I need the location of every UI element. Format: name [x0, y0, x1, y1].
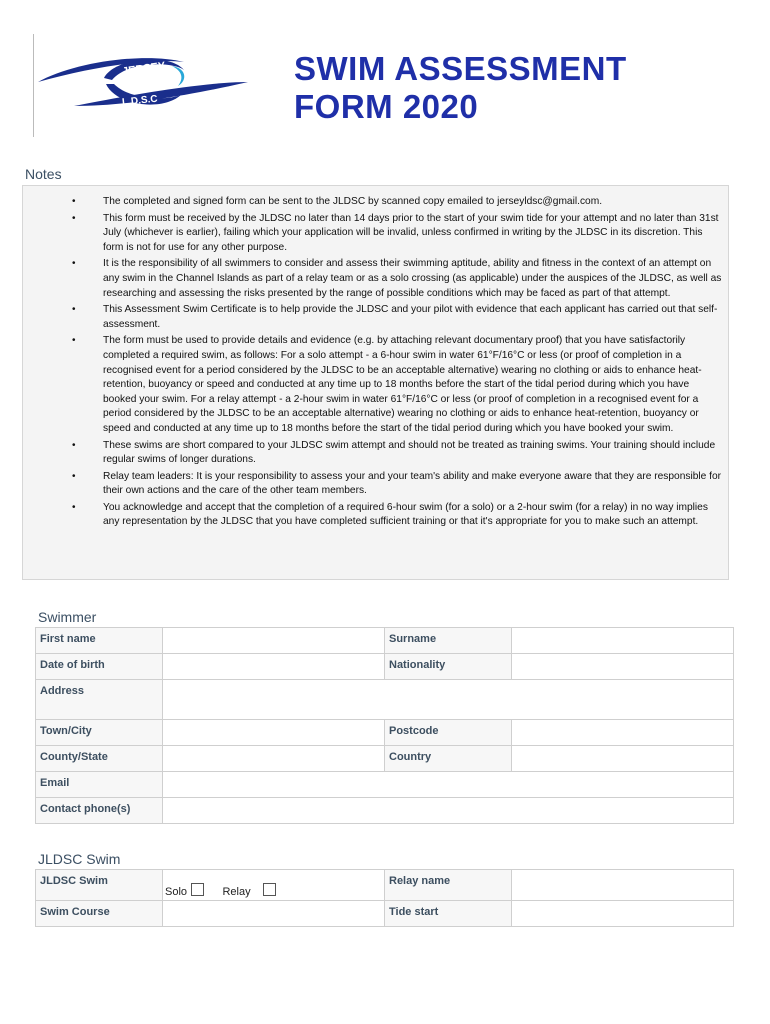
notes-item: • You acknowledge and accept that the completion of a required 6-hour swim (for a solo) or a 2-hour swim (for a relay) in no way implies any representation by the JLDSC that you have completed sufficient training or that it's appropriate for you to make such an attempt.: [72, 501, 708, 528]
logo-text-bottom: L.D.S.C: [121, 93, 159, 109]
title-line-2: FORM 2020: [294, 88, 479, 125]
notes-item: • It is the responsibility of all swimmers to consider and assess their swimming aptitude, ability and fitness in the context of an attempt on any swim in the Channel Islands as part of a relay team or as a solo crossing (as applicable) under the auspices of the JLDSC, as well as researching and assessing the risks presented by the range of possible conditions which may be faced as part of that attempt.: [72, 258, 722, 299]
solo-label: Solo: [165, 886, 188, 898]
notes-item: • The completed and signed form can be sent to the JLDSC by scanned copy emailed to jerseyldsc@gmail.com.: [72, 195, 722, 210]
first-name-field[interactable]: [163, 628, 385, 654]
notes-item: • Relay team leaders: It is your responsibility to assess your and your team's ability and make everyone aware that they are responsible for their own actions and the care of the other team members.: [72, 470, 722, 497]
title-line-1: SWIM ASSESSMENT: [294, 50, 627, 87]
notes-item: • These swims are short compared to your JLDSC swim attempt and should not be treated as training swims. Your training should include regular swims of longer durations.: [72, 439, 716, 466]
postcode-field[interactable]: [512, 720, 734, 746]
email-field[interactable]: [163, 772, 734, 798]
address-field[interactable]: [163, 680, 734, 720]
relay-name-field[interactable]: [512, 870, 734, 901]
county-label: County/State: [36, 746, 163, 772]
swim-course-field[interactable]: [163, 901, 385, 927]
swimmer-table: [35, 627, 734, 824]
country-field[interactable]: [512, 746, 734, 772]
bullet-icon: •: [72, 470, 76, 482]
jldsc-swim-label: JLDSC Swim: [36, 870, 163, 901]
postcode-label: Postcode: [385, 720, 512, 746]
first-name-label: First name: [36, 628, 163, 654]
bullet-icon: •: [72, 439, 76, 451]
logo-text-top: JERSEY: [121, 60, 167, 78]
town-field[interactable]: [163, 720, 385, 746]
bullet-icon: •: [72, 258, 76, 270]
phone-field[interactable]: [163, 798, 734, 824]
email-label: Email: [36, 772, 163, 798]
notes-item: • This Assessment Swim Certificate is to help provide the JLDSC and your pilot with evidence that each applicant has carried out that self-assessment.: [72, 304, 718, 330]
phone-label: Contact phone(s): [36, 798, 163, 824]
surname-label: Surname: [385, 628, 512, 654]
tide-start-label: Tide start: [385, 901, 512, 927]
bullet-icon: •: [72, 304, 76, 316]
page-title: [294, 50, 734, 126]
nationality-label: Nationality: [385, 654, 512, 680]
bullet-icon: •: [72, 501, 76, 513]
address-label: Address: [36, 680, 163, 720]
bullet-icon: •: [72, 196, 76, 207]
swim-type-field: [163, 870, 385, 901]
jldsc-swim-heading: JLDSC Swim: [38, 851, 121, 867]
country-label: Country: [385, 746, 512, 772]
notes-heading: Notes: [25, 166, 62, 182]
swimmer-heading: Swimmer: [38, 609, 97, 625]
swim-course-label: Swim Course: [36, 901, 163, 927]
dob-field[interactable]: [163, 654, 385, 680]
solo-checkbox[interactable]: [191, 883, 204, 896]
county-field[interactable]: [163, 746, 385, 772]
jldsc-logo: [34, 44, 254, 144]
relay-name-label: Relay name: [385, 870, 512, 901]
notes-list: [72, 195, 722, 532]
bullet-icon: •: [72, 335, 76, 347]
notes-item: • This form must be received by the JLDSC no later than 14 days prior to the start of your swim tide for your attempt and no later than 31st July (whichever is earlier), failing which your application will be invalid, unless confirmed in writing by the JLDSC in its discretion. This form is not for use for any other purpose.: [72, 212, 719, 253]
tide-start-field[interactable]: [512, 901, 734, 927]
notes-item: • The form must be used to provide details and evidence (e.g. by attaching relevant documentary proof) that you have satisfactorily completed a required swim, as follows: For a solo attempt - a 6-hour swim in water 61°F/16°C or less (or proof of completion in a recognised event for a period considered by the JLDSC to be an acceptable alternative) wearing no clothing or aids to enhance heat-retention, buoyancy or speed and conducted at any time up to 18 months before the start of the tidal period during which you have booked your swim. For a relay attempt - a 2-hour swim in water 61°F/16°C or less (or proof of completion in a recognised event for a period considered by the JLDSC to be an acceptable alternative) wearing no clothing or aids to enhance heat-retention, buoyancy or speed and conducted at any time up to 18 months before the start of the tidal period during which you have booked your swim.: [72, 335, 702, 434]
swim-table: [35, 869, 734, 927]
town-label: Town/City: [36, 720, 163, 746]
relay-label: Relay: [222, 886, 251, 898]
dob-label: Date of birth: [36, 654, 163, 680]
bullet-icon: •: [72, 212, 76, 224]
nationality-field[interactable]: [512, 654, 734, 680]
surname-field[interactable]: [512, 628, 734, 654]
relay-checkbox[interactable]: [263, 883, 276, 896]
